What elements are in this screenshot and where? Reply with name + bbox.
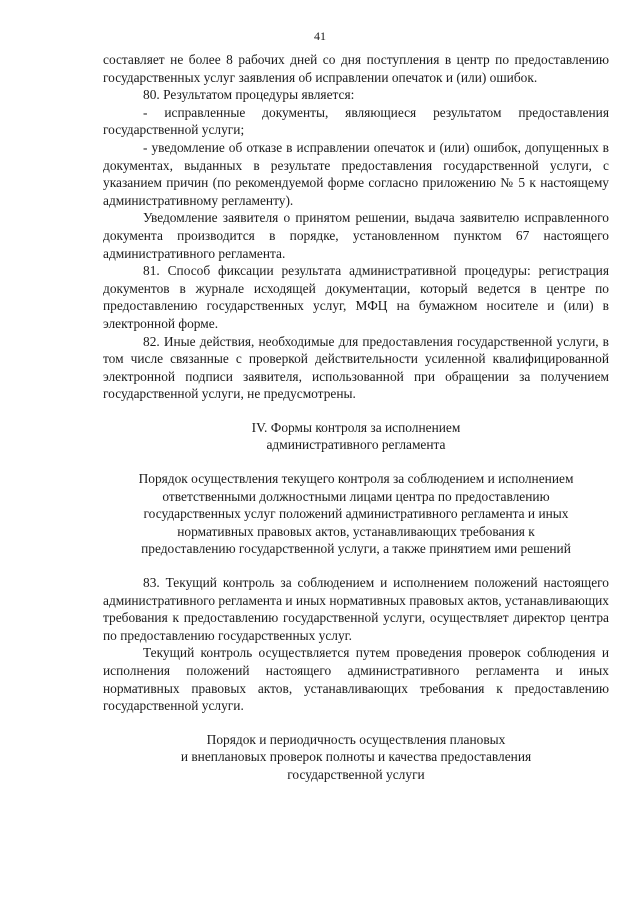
document-body xyxy=(103,51,609,784)
paragraph-p-81: 81. Способ фиксации результата административной процедуры: регистрация документов в журнале исходящей документации, который ведется в центре по предоставлению государственных услуг, МФЦ на бумажном носителе и (или) в электронной форме. xyxy=(103,263,609,331)
subheading-line: и внеплановых проверок полноты и качества предоставления xyxy=(180,749,532,765)
subheading-line: предоставлению государственной услуги, а также принятием ими решений xyxy=(141,541,571,557)
paragraph-p-83-b: Текущий контроль осуществляется путем проведения проверок соблюдения и исполнения положений настоящего административного регламента и иных нормативных правовых актов, устанавливающих требования к предоставлению государственной услуги. xyxy=(103,645,609,714)
subheading-line: нормативных правовых актов, устанавливающих требования к xyxy=(177,523,535,539)
subheading-line: ответственными должностными лицами центра по предоставлению xyxy=(162,488,550,504)
subheading-current-control xyxy=(103,470,609,558)
section-heading-line: IV. Формы контроля за исполнением xyxy=(251,419,461,435)
paragraph-p-80: 80. Результатом процедуры является: xyxy=(143,87,355,103)
page-number: 41 xyxy=(314,29,326,43)
section-heading-line: административного регламента xyxy=(266,437,446,453)
subheading-line: Порядок и периодичность осуществления плановых xyxy=(206,731,506,747)
paragraph-p-80-b: - уведомление об отказе в исправлении опечаток и (или) ошибок, допущенных в документах, выданных в результате предоставления государственной услуги, с указанием причин (по рекомендуемой форме согласно приложению № 5 к настоящему административному регламенту). xyxy=(103,139,609,208)
paragraph-p-80-a: - исправленные документы, являющиеся результатом предоставления государственной услуги; xyxy=(103,104,609,138)
paragraph-p-continuation: составляет не более 8 рабочих дней со дня поступления в центр по предоставлению государственных услуг заявления об исправлении опечаток и (или) ошибок. xyxy=(103,52,609,85)
subheading-line: Порядок осуществления текущего контроля за соблюдением и исполнением xyxy=(138,471,574,487)
subheading-inspections xyxy=(103,731,609,784)
paragraph-p-82: 82. Иные действия, необходимые для предоставления государственной услуги, в том числе связанные с проверкой действительности усиленной квалифицированной электронной подписи заявителя, использованной при обращении за получением государственной услуги, не предусмотрены. xyxy=(103,333,609,402)
paragraph-p-80-c: Уведомление заявителя о принятом решении, выдача заявителю исправленного документа производится в порядке, установленном пунктом 67 настоящего административного регламента. xyxy=(103,210,609,261)
subheading-line: государственных услуг положений административного регламента и иных xyxy=(143,506,569,522)
section-heading xyxy=(103,419,609,454)
subheading-line: государственной услуги xyxy=(287,766,425,782)
top-paragraphs xyxy=(103,51,609,403)
bottom-paragraphs xyxy=(103,574,609,715)
paragraph-p-83: 83. Текущий контроль за соблюдением и исполнением положений настоящего административного регламента и иных нормативных правовых актов, устанавливающих требования к предоставлению государственной услуги, осуществляет директор центра по предоставлению государственных услуг. xyxy=(103,575,609,643)
